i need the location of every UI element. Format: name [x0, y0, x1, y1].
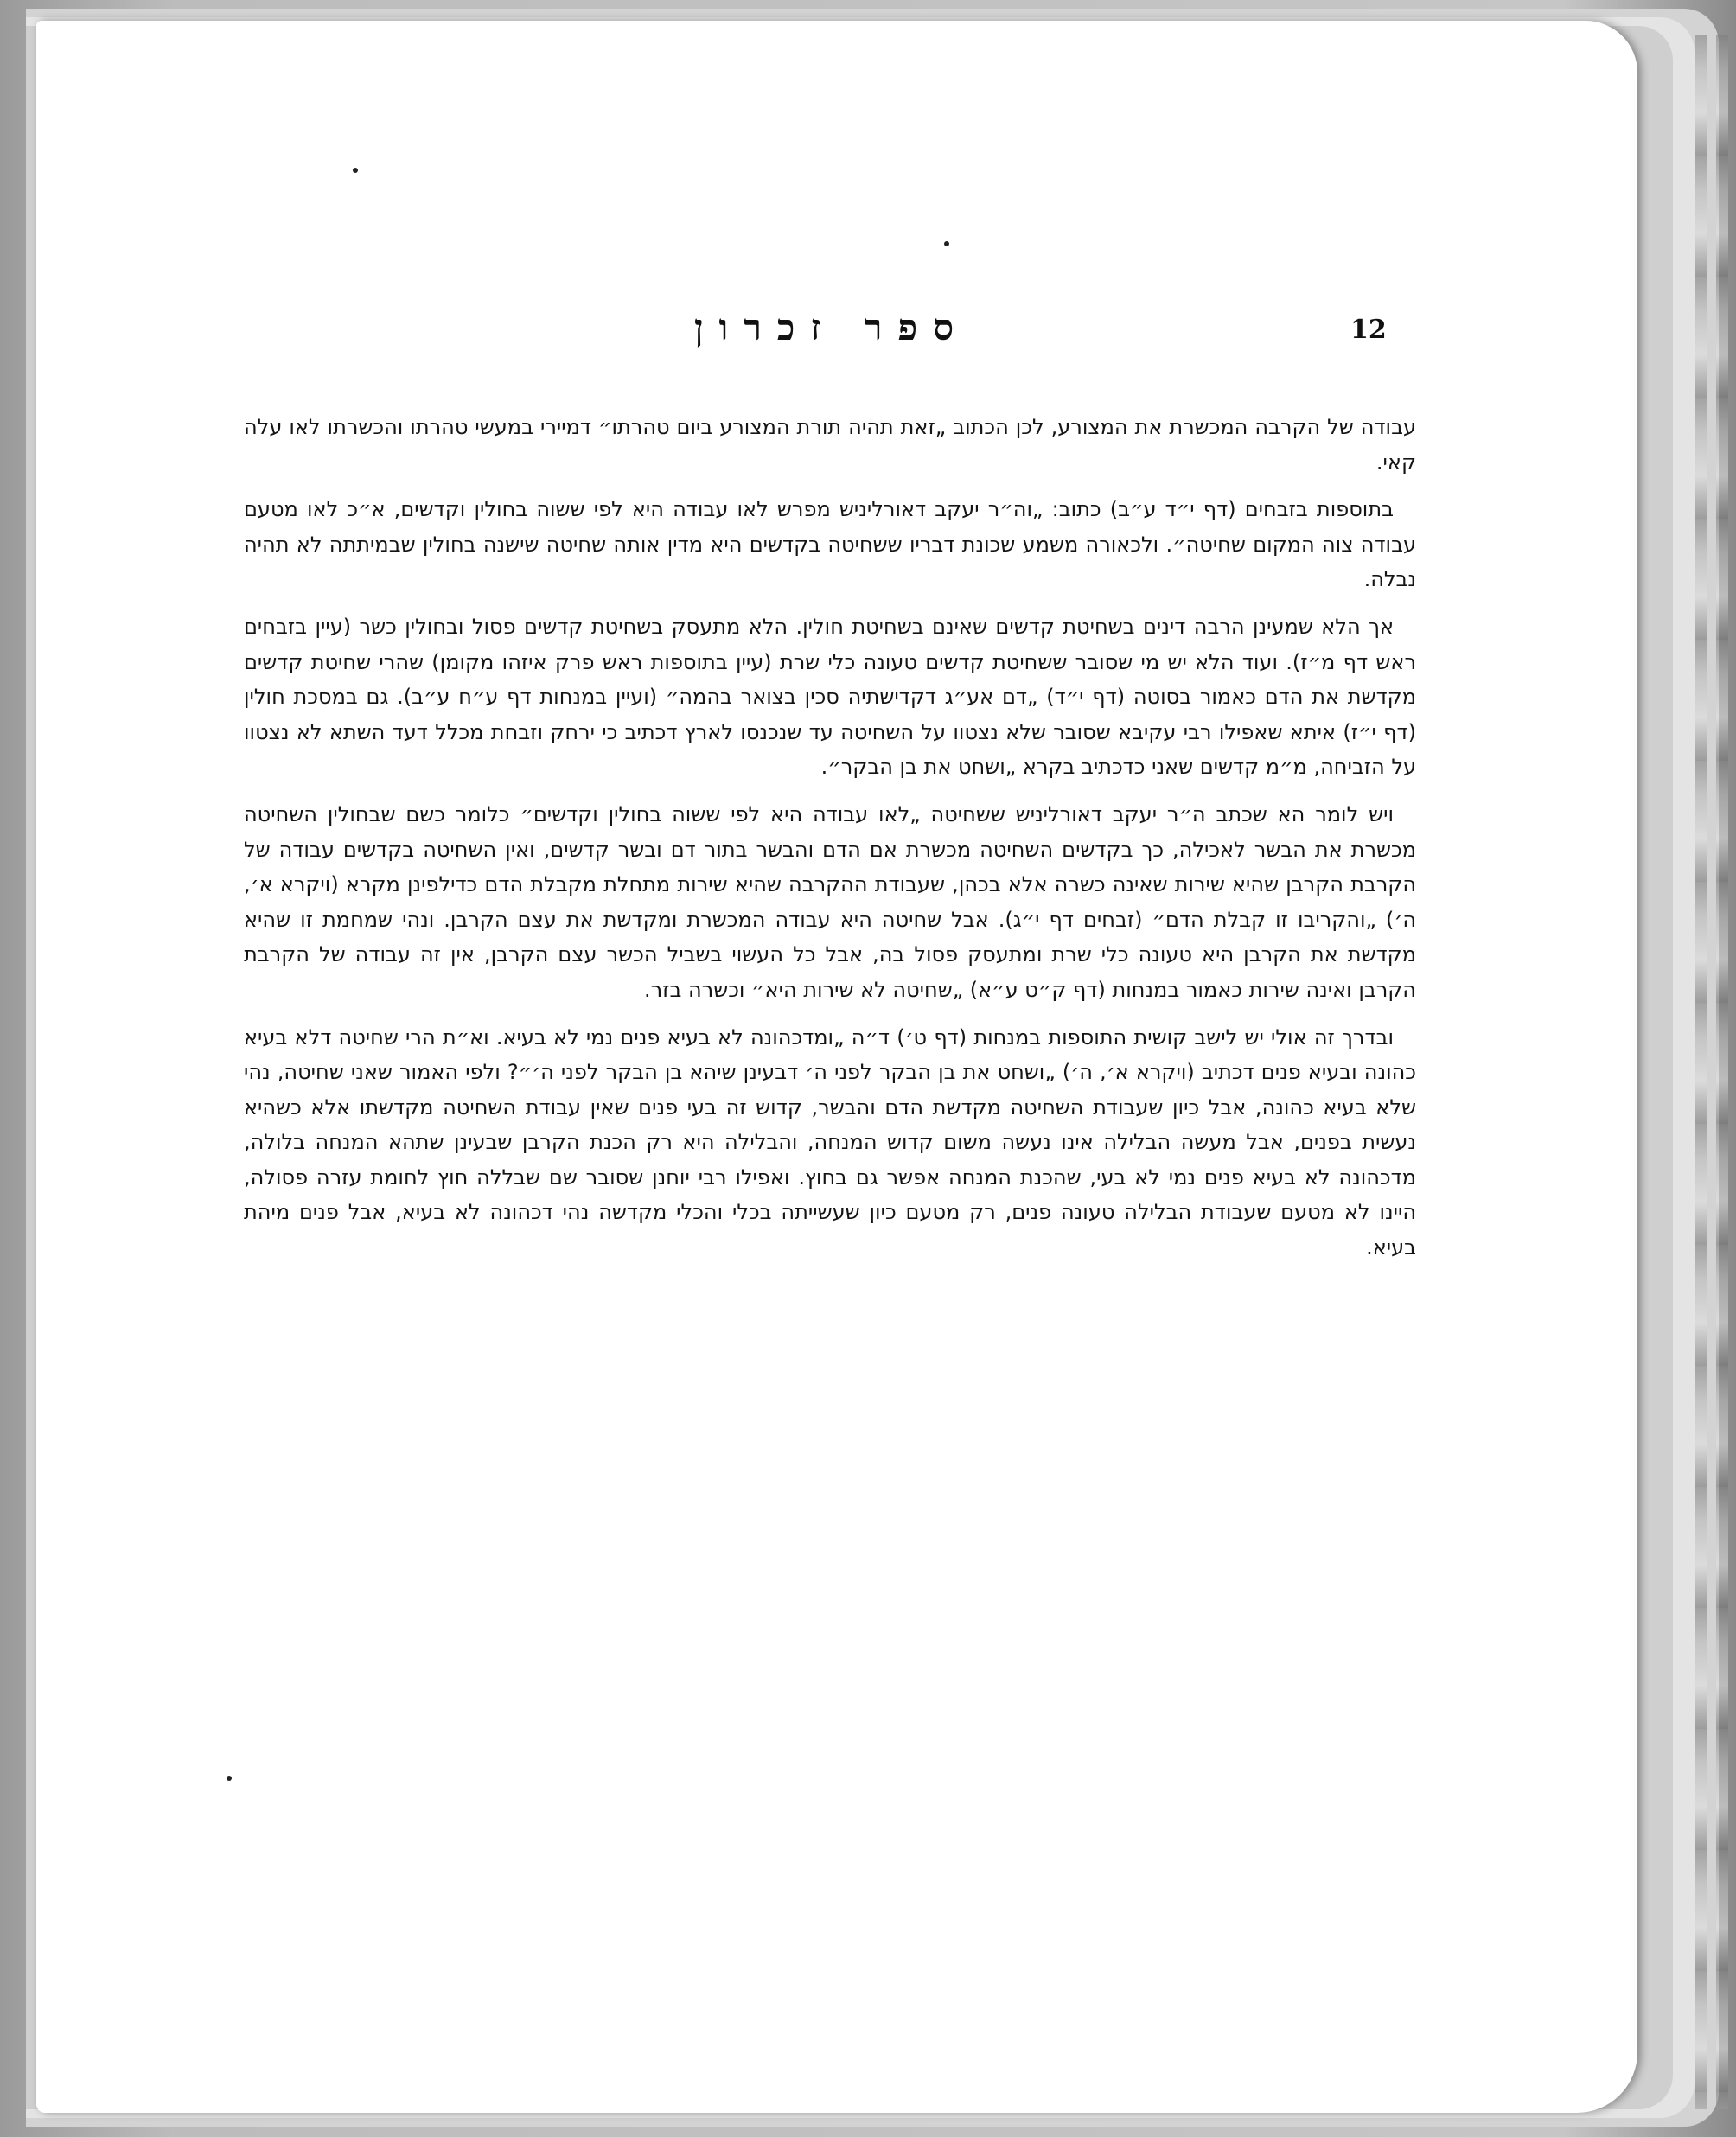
book-page — [36, 21, 1637, 2113]
page-edge-shadow — [1716, 35, 1728, 2109]
paragraph: עבודה של הקרבה המכשרת את המצורע, לכן הכתוב „זאת תהיה תורת המצורע ביום טהרתו״ דמיירי במעשי טהרתו והכשרתו לאו עלה קאי. — [244, 415, 1416, 475]
page-number: 12 — [1350, 315, 1387, 345]
paragraph: ויש לומר הא שכתב ה״ר יעקב דאורליניש ששחיטה „לאו עבודה היא לפי ששוה בחולין וקדשים״ כלומר כשם שבחולין השחיטה מכשרת את הבשר לאכילה, כך בקדשים השחיטה מכשרת אם הדם והבשר בתור דם ובשר קדשים, ואין השחיטה בקדשים עבודה של הקרבת הקרבן שהיא שירות שאינה כשרה אלא בכהן, שעבודת ההקרבה שהיא שירות מתחלת מקבלת הדם כדילפינן מקרא (ויקרא א׳, ה׳) „והקריבו זו קבלת הדם״ (זבחים דף י״ג). אבל שחיטה היא עבודה המכשרת ומקדשת את עצם הקרבן. ונהי שמחמת זו שהיא מקדשת את הקרבן היא טעונה כלי שרת ומתעסק פסול בה, אבל כל העשוי בשביל הכשר עצם הקרבן, אין זה עבודה של הקרבת הקרבן ואינה שירות כאמור במנחות (דף ק״ט ע״א) „שחיטה לא שירות היא״ וכשרה בזר. — [244, 801, 1416, 1002]
body-text — [244, 410, 1416, 1278]
paragraph: אך הלא שמעינן הרבה דינים בשחיטת קדשים שאינם בשחיטת חולין. הלא מתעסק בשחיטת קדשים פסול ובחולין כשר (עיין בזבחים ראש דף מ״ז). ועוד הלא יש מי שסובר ששחיטת קדשים טעונה כלי שרת (עיין בתוספות ראש פרק איזהו מקומן) שהרי שחיטת קדשים מקדשת את הדם כאמור בסוטה (דף י״ד) „דם אע״ג דקדישתיה סכין בצואר בהמה״ (ועיין במנחות דף ע״ח ע״ב). גם במסכת חולין (דף י״ז) איתא שאפילו רבי עקיבא שסובר שלא נצטוו על השחיטה עד שנכנסו לארץ דכתיב כי ירחק וזבחת מכלל דעד השתא לא נצטוו על הזביחה, מ״מ קדשים שאני כדכתיב בקרא „ושחט את בן הבקר״. — [244, 614, 1416, 780]
running-title: ספר זכרון — [693, 306, 970, 348]
page-header — [36, 306, 1637, 358]
print-speck — [227, 1776, 232, 1781]
page-edge-shadow — [1695, 35, 1707, 2109]
paragraph: בתוספות בזבחים (דף י״ד ע״ב) כתוב: „וה״ר יעקב דאורליניש מפרש לאו עבודה היא לפי ששוה בחולין וקדשים, א״כ לאו מטעם עבודה צוה המקום שחיטה״. ולכאורה משמע שכונת דבריו ששחיטה בקדשים היא מדין אותה שחיטה שישנה בחולין שבמיתתה לא תהיה נבלה. — [244, 497, 1416, 592]
print-speck — [944, 241, 949, 246]
paragraph: ובדרך זה אולי יש לישב קושית התוספות במנחות (דף ט׳) ד״ה „ומדכהונה לא בעיא פנים נמי לא בעיא. וא״ת הרי שחיטה דלא בעיא כהונה ובעיא פנים דכתיב (ויקרא א׳, ה׳) „ושחט את בן הבקר לפני ה׳ דבעינן שיהא בן הבקר לפני ה׳״? ולפי האמור שאני שחיטה, נהי שלא בעיא כהונה, אבל כיון שעבודת השחיטה מקדשת הדם והבשר, קדוש זה בעי פנים שאין עבודת השחיטה מקדשתו אלא כשהיא נעשית בפנים, אבל מעשה הבלילה אינו נעשה משום קדוש המנחה, והבלילה היא רק הכנת הקרבן שבעינן שתהא המנחה בלולה, מדכהונה לא בעיא פנים נמי לא בעי, שהכנת המנחה אפשר גם בחוץ. ואפילו רבי יוחנן שסובר שם שבללה חוץ לחומת עזרה פסולה, היינו לא מטעם שעבודת הבלילה טעונה פנים, רק מטעם כיון שעשייתה בכלי והכלי מקדשה נהי דכהונה לא בעיא, אבל פנים מיהת בעיא. — [244, 1024, 1416, 1260]
print-speck — [353, 168, 358, 173]
